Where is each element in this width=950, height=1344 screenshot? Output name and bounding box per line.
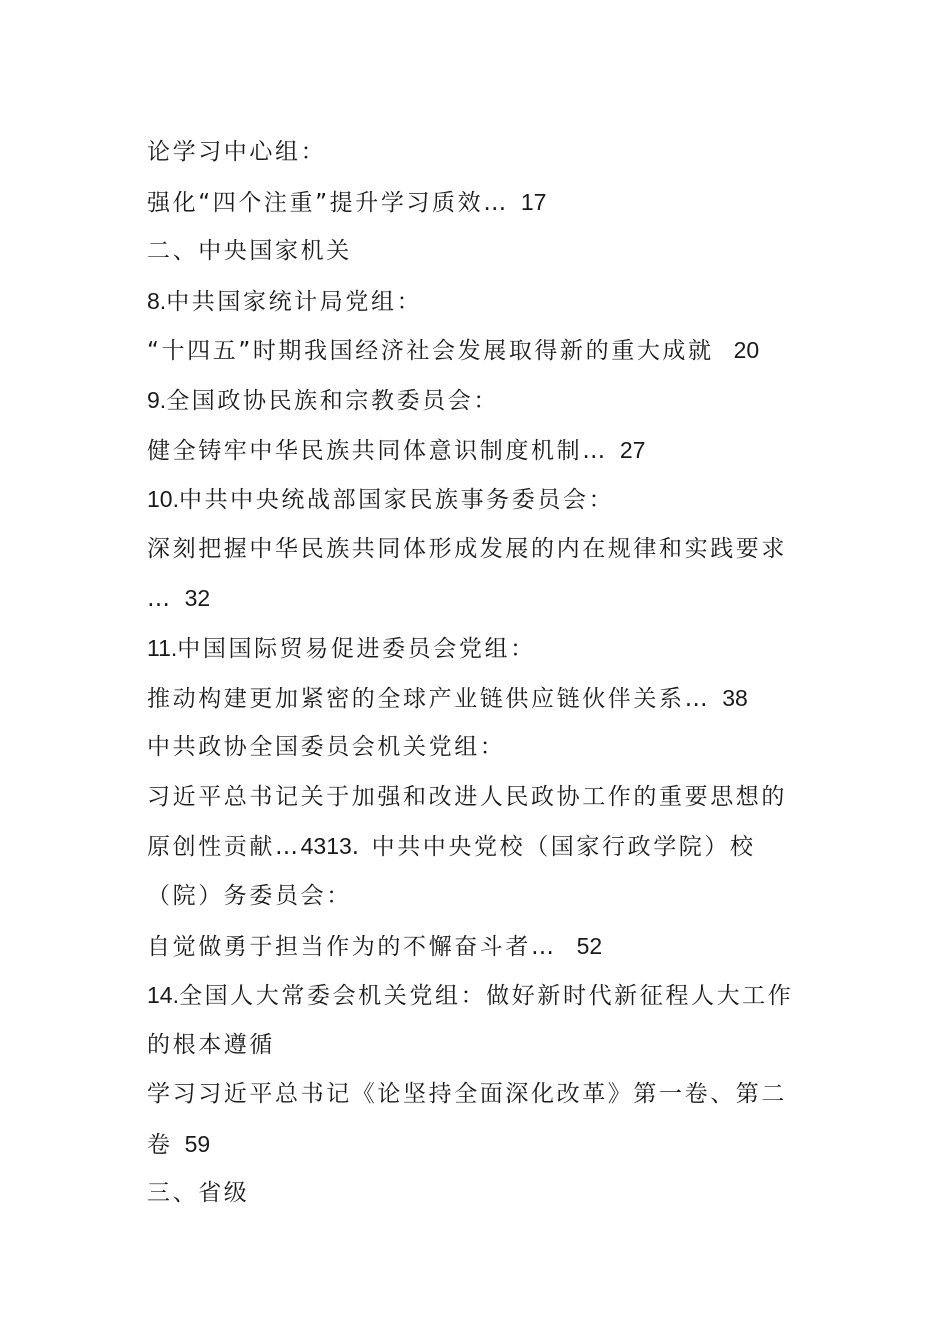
toc-line	[147, 128, 817, 178]
toc-entry	[147, 822, 817, 872]
toc-heading-text: 论学习中心组：	[147, 139, 327, 165]
entry-number: 9.	[147, 386, 167, 413]
entry-org: 中国国际贸易促进委员会党组：	[177, 635, 536, 662]
toc-entry-title: 健全铸牢中华民族共同体意识制度机制…	[147, 437, 608, 464]
toc-entry	[147, 574, 817, 624]
toc-entry	[147, 723, 817, 773]
entry-org: 中共国家统计局党组：	[166, 288, 423, 315]
toc-entry-title: 原创性贡献…	[147, 834, 301, 861]
toc-entry	[147, 277, 817, 327]
toc-entry	[147, 1021, 817, 1071]
toc-page-number: 38	[722, 684, 748, 711]
toc-section-heading	[147, 227, 817, 277]
toc-entry-title: 深刻把握中华民族共同体形成发展的内在规律和实践要求	[147, 535, 787, 562]
toc-entry	[147, 971, 817, 1021]
toc-page-number: 17	[520, 188, 547, 215]
toc-entry-title: 卷	[147, 1131, 173, 1158]
toc-entry	[147, 872, 817, 922]
toc-entry	[147, 1070, 817, 1120]
toc-page-number: 52	[576, 932, 603, 959]
toc-entry	[147, 475, 817, 525]
toc-page-number: 59	[184, 1130, 211, 1157]
toc-entry	[147, 178, 817, 228]
toc-entry	[147, 1120, 817, 1170]
toc-entry	[147, 525, 817, 575]
toc-entry-title: 习近平总书记关于加强和改进人民政协工作的重要思想的	[147, 783, 787, 810]
entry-org: 中共中央统战部国家民族事务委员会：	[178, 487, 615, 514]
section-title: 二、中央国家机关	[147, 238, 352, 265]
entry-number: 10.	[147, 486, 179, 513]
toc-section-heading	[147, 1169, 817, 1219]
toc-entry-title: 自觉做勇于担当作为的不懈奋斗者…	[147, 933, 557, 960]
toc-entry	[147, 624, 817, 674]
entry-org: 全国政协民族和宗教委员会：	[166, 387, 499, 414]
entry-number: 11.	[147, 634, 178, 661]
entry-number: 14.	[147, 982, 179, 1009]
toc-page-number: 4313	[300, 833, 352, 860]
toc-entry-title: …	[147, 586, 173, 613]
entry-org: . 中共中央党校（国家行政学院）校	[351, 834, 756, 861]
toc-page-number: 27	[619, 436, 646, 463]
toc-entry	[147, 326, 817, 376]
toc-entry-title: 学习习近平总书记《论坚持全面深化改革》第一卷、第二	[147, 1081, 787, 1108]
toc-page-number: 20	[733, 337, 760, 364]
toc-entry	[147, 922, 817, 972]
entry-org: （院）务委员会：	[147, 882, 352, 909]
toc-entry	[147, 674, 817, 724]
entry-org: 中共政协全国委员会机关党组：	[147, 734, 506, 761]
entry-org: 全国人大常委会机关党组：做好新时代新征程人大工作	[178, 983, 794, 1010]
section-title: 三、省级	[147, 1180, 250, 1207]
entry-number: 8.	[147, 287, 167, 314]
toc-page-number: 32	[184, 585, 211, 612]
toc-entry	[147, 376, 817, 426]
toc-entry-title: 推动构建更加紧密的全球产业链供应链伙伴关系…	[147, 685, 711, 712]
toc-list	[147, 128, 817, 1219]
toc-entry-title: 的根本遵循	[147, 1031, 275, 1058]
toc-entry-title: “十四五”时期我国经济社会发展取得新的重大成就	[147, 338, 714, 365]
toc-entry	[147, 426, 817, 476]
toc-entry-title: 强化“四个注重”提升学习质效…	[147, 189, 509, 216]
toc-entry	[147, 773, 817, 823]
